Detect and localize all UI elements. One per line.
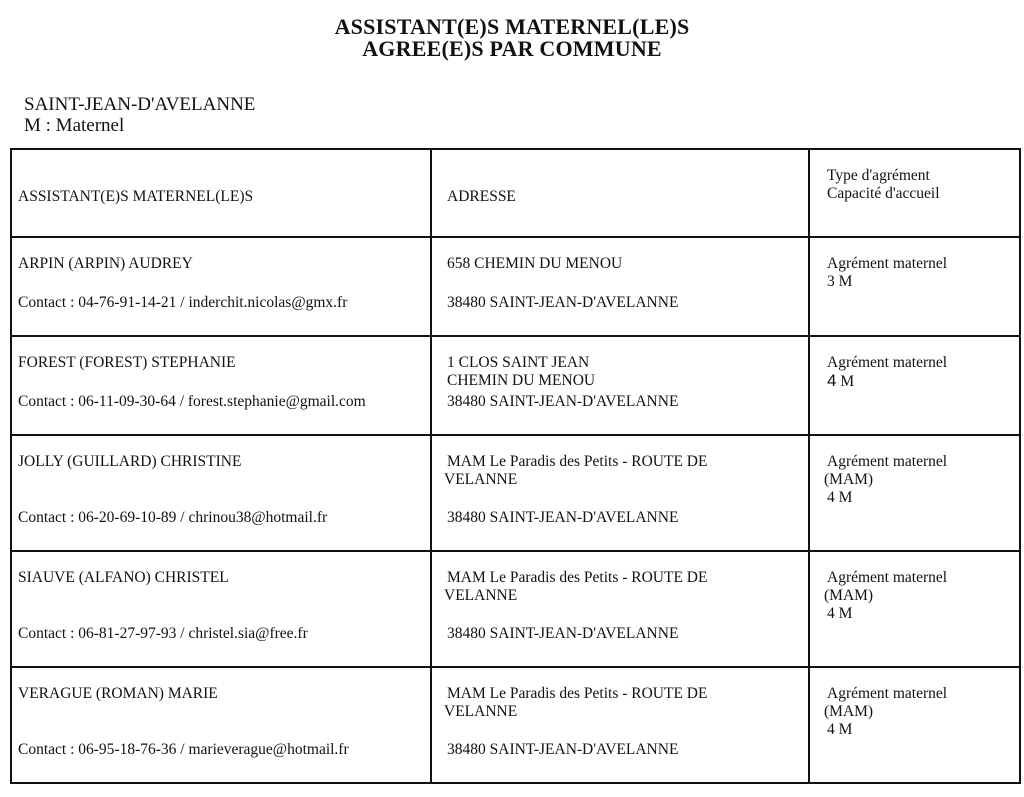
assistant-contact: Contact : 06-81-27-97-93 / christel.sia@free.fr [18,625,308,642]
agrement-type: Agrément maternel [827,569,948,586]
assistant-contact: Contact : 04-76-91-14-21 / inderchit.nicolas@gmx.fr [18,294,348,311]
header-type [809,149,1020,237]
assistant-name: FOREST (FOREST) STEPHANIE [18,354,236,371]
assistant-name: SIAUVE (ALFANO) CHRISTEL [18,569,229,586]
legend-text: M : Maternel [24,115,125,136]
assistant-contact: Contact : 06-20-69-10-89 / chrinou38@hotmail.fr [18,509,328,526]
table-row [11,435,1020,551]
address-block [447,354,595,390]
agrement-type: Agrément maternel [827,453,948,470]
assistant-contact: Contact : 06-95-18-76-36 / marieverague@hotmail.fr [18,741,349,758]
header-assistant: ASSISTANT(E)S MATERNEL(LE)S [11,149,431,237]
address-city: 38480 SAINT-JEAN-D'AVELANNE [447,294,679,311]
address-block [444,453,774,489]
capacity: 3 M [827,273,853,290]
assistants-table [10,148,1021,784]
assistant-name: ARPIN (ARPIN) AUDREY [18,255,193,272]
address-line: MAM Le Paradis des Petits - ROUTE DE [447,453,708,470]
header-type-line2: Capacité d'accueil [827,185,940,202]
capacity [827,372,947,391]
assistant-contact: Contact : 06-11-09-30-64 / forest.stephanie@gmail.com [18,393,366,410]
address-city: 38480 SAINT-JEAN-D'AVELANNE [447,393,679,410]
address-line-2: VELANNE [444,587,518,604]
document-title [0,16,1024,60]
agrement-info [824,685,947,739]
table-row [11,667,1020,783]
address-city: 38480 SAINT-JEAN-D'AVELANNE [447,625,679,642]
table-row [11,336,1020,435]
address-line: 658 CHEMIN DU MENOU [447,255,623,272]
agrement-info [824,453,947,507]
agrement-mam: (MAM) [824,587,874,604]
commune-name: SAINT-JEAN-D'AVELANNE [24,94,256,115]
header-address: ADRESSE [431,149,809,237]
agrement-mam: (MAM) [824,703,874,720]
table-row [11,237,1020,336]
capacity: 4 M [827,721,853,738]
address-line-2: VELANNE [444,703,518,720]
address-city: 38480 SAINT-JEAN-D'AVELANNE [447,509,679,526]
capacity: 4 M [827,489,853,506]
capacity-unit: M [840,373,855,390]
address-line-2: CHEMIN DU MENOU [447,372,596,389]
agrement-info [824,569,947,623]
address-city: 38480 SAINT-JEAN-D'AVELANNE [447,741,679,758]
address-line-2: VELANNE [444,471,518,488]
title-line-2: AGREE(E)S PAR COMMUNE [362,36,662,61]
agrement-mam: (MAM) [824,471,874,488]
address-block [444,685,774,721]
address-block [444,569,774,605]
capacity: 4 M [827,605,853,622]
assistant-name: VERAGUE (ROMAN) MARIE [18,685,218,702]
agrement-info [827,354,947,391]
agrement-type: Agrément maternel [827,255,948,272]
agrement-type: Agrément maternel [827,685,948,702]
address-line: MAM Le Paradis des Petits - ROUTE DE [447,569,708,586]
assistant-name: JOLLY (GUILLARD) CHRISTINE [18,453,242,470]
address-line: 1 CLOS SAINT JEAN [447,354,590,371]
table-header-row [11,149,1020,237]
agrement-info [827,255,947,291]
commune-info [24,94,255,136]
title-line-1: ASSISTANT(E)S MATERNEL(LE)S [334,14,690,39]
capacity-number: 4 [827,371,837,390]
table-row [11,551,1020,667]
address-line: MAM Le Paradis des Petits - ROUTE DE [447,685,708,702]
agrement-type: Agrément maternel [827,354,948,371]
header-type-line1: Type d'agrément [827,167,930,184]
